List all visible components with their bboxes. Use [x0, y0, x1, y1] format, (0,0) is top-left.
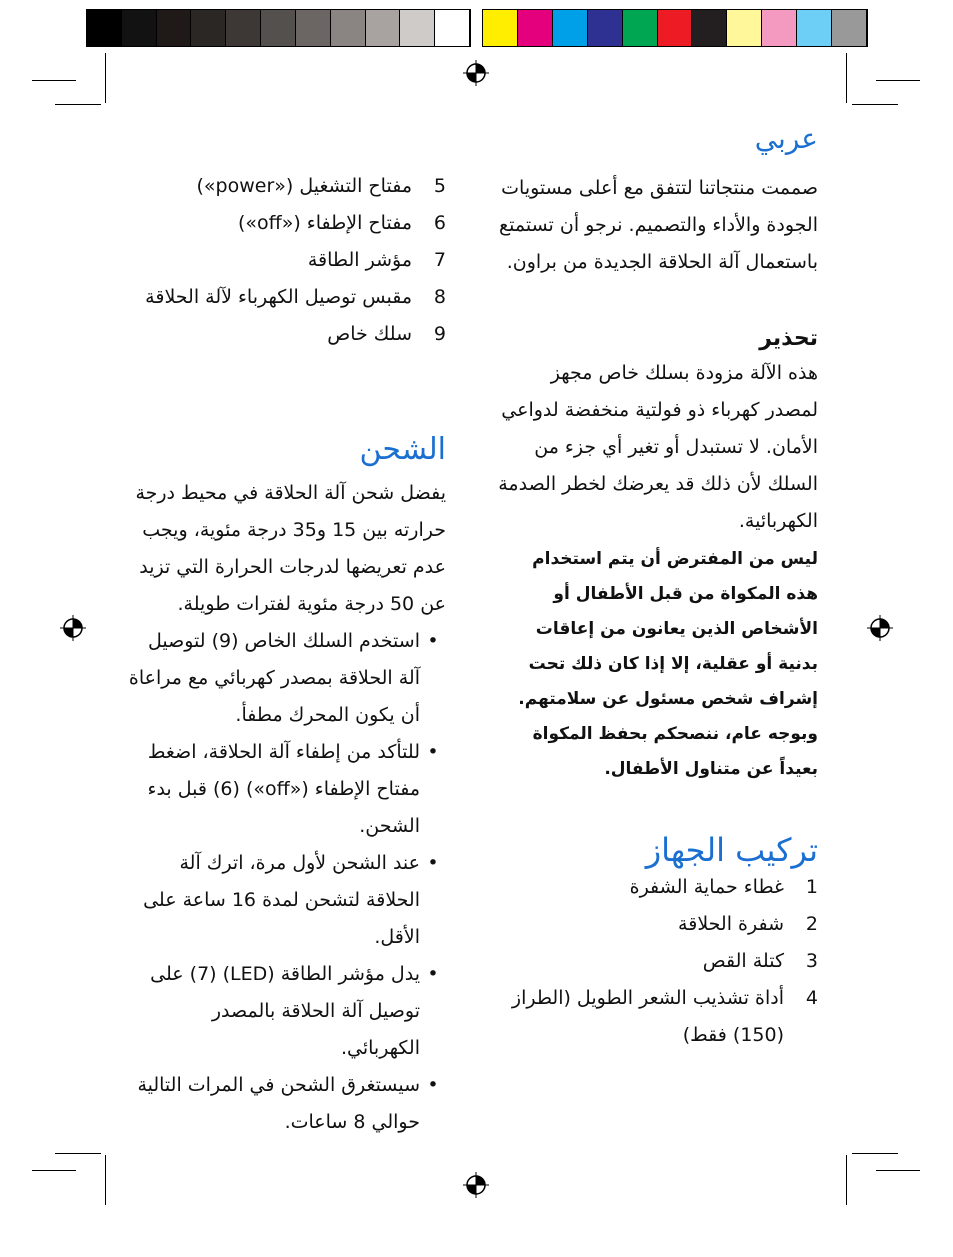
item-number: 7: [433, 249, 446, 271]
warning-bold-paragraph: ليس من المفترض أن يتم استخدام هذه المكواة من قبل الأطفال أو الأشخاص الذين يعانون من إعاقات بدنية أو عقلية، إلا إذا كان ذلك تحت إشراف شخص مسئول عن سلامتهم. وبوجه عام، ننصحكم بحفظ المكواة بعيداً عن متناول الأطفال.: [518, 549, 818, 779]
list-item: [128, 279, 446, 316]
crop-mark: [876, 1170, 920, 1171]
language-heading: عربي: [754, 122, 818, 155]
charging-heading: الشحن: [359, 432, 446, 467]
item-text: كتلة القص: [702, 950, 784, 972]
registration-mark-icon: [60, 615, 86, 641]
list-item: [496, 943, 818, 980]
crop-mark: [105, 53, 106, 103]
color-swatch: [366, 10, 401, 46]
crop-mark: [32, 80, 76, 81]
color-swatch: [157, 10, 192, 46]
bullet-item: [128, 1067, 446, 1141]
warning-paragraph: هذه الآلة مزودة بسلك خاص مجهز لمصدر كهرباء ذو فولتية منخفضة لدواعي الأمان. لا تستبدل أو تغير أي جزء من السلك لأن ذلك قد يعرضك لخطر الصدمة الكهربائية.: [498, 362, 818, 532]
item-text: سلك خاص: [327, 323, 412, 345]
charging-bullets: [128, 623, 446, 1141]
item-text: مقبس توصيل الكهرباء لآلة الحلاقة: [145, 286, 412, 308]
bullet-icon: •: [427, 852, 439, 874]
color-swatch: [727, 10, 762, 46]
crop-mark: [852, 1153, 898, 1154]
bullet-item: [128, 734, 446, 845]
color-swatch: [400, 10, 435, 46]
description-heading: تركيب الجهاز: [645, 831, 818, 869]
right-column: [496, 120, 818, 1054]
bullet-icon: •: [427, 1074, 439, 1096]
crop-mark: [32, 1170, 76, 1171]
item-text: مفتاح الإطفاء («off»): [237, 212, 412, 234]
color-swatch: [692, 10, 727, 46]
item-text: غطاء حماية الشفرة: [629, 876, 784, 898]
color-swatch: [518, 10, 553, 46]
bullet-icon: •: [427, 630, 439, 652]
bullet-text: استخدم السلك الخاص (9) لتوصيل آلة الحلاقة بمصدر كهربائي مع مراعاة أن يكون المحرك مطفأ.: [128, 630, 420, 726]
list-item: [496, 906, 818, 943]
list-item: [496, 869, 818, 906]
color-swatch: [261, 10, 296, 46]
warning-title: تحذير: [759, 326, 818, 351]
color-swatch: [87, 10, 122, 46]
list-item: [128, 242, 446, 279]
crop-mark: [876, 80, 920, 81]
bullet-text: يدل مؤشر الطاقة (LED) (7) على توصيل آلة الحلاقة بالمصدر الكهربائي.: [150, 963, 420, 1059]
list-item: [128, 205, 446, 242]
item-number: 3: [805, 950, 818, 972]
bullet-item: [128, 845, 446, 956]
parts-list-continued: [128, 168, 446, 353]
color-swatch: [797, 10, 832, 46]
item-text: أداة تشذيب الشعر الطويل (الطراز (150) فقط): [511, 987, 784, 1046]
color-swatch: [658, 10, 693, 46]
crop-mark: [852, 104, 898, 105]
item-text: مفتاح التشغيل («power»): [196, 175, 412, 197]
color-swatch: [296, 10, 331, 46]
list-item: [496, 980, 818, 1054]
bullet-text: سيستغرق الشحن في المرات التالية حوالي 8 ساعات.: [137, 1074, 420, 1133]
color-swatch: [623, 10, 658, 46]
charging-paragraph: يفضل شحن آلة الحلاقة في محيط درجة حرارته بين 15 و35 درجة مئوية، ويجب عدم تعريضها لدرجات الحرارة التي تزيد عن 50 درجة مئوية لفترات طويلة.: [135, 482, 446, 615]
color-swatch: [553, 10, 588, 46]
list-item: [128, 316, 446, 353]
item-text: شفرة الحلاقة: [678, 913, 784, 935]
color-swatch: [762, 10, 797, 46]
parts-list: [496, 869, 818, 1054]
left-column: [128, 168, 446, 1141]
list-item: [128, 168, 446, 205]
registration-mark-icon: [867, 615, 893, 641]
bullet-item: [128, 956, 446, 1067]
color-swatch: [483, 10, 518, 46]
crop-mark: [55, 1153, 101, 1154]
registration-mark-icon: [463, 60, 489, 86]
color-swatch: [122, 10, 157, 46]
crop-mark: [105, 1155, 106, 1205]
bullet-icon: •: [427, 741, 439, 763]
item-number: 6: [433, 212, 446, 234]
item-number: 1: [805, 876, 818, 898]
bullet-text: عند الشحن لأول مرة، اترك آلة الحلاقة لتشحن لمدة 16 ساعة على الأقل.: [143, 852, 420, 948]
item-text: مؤشر الطاقة: [307, 249, 412, 271]
color-swatch: [435, 10, 470, 46]
color-bar-process: [482, 9, 868, 47]
intro-paragraph: صممت منتجاتنا لتتفق مع أعلى مستويات الجودة والأداء والتصميم. نرجو أن تستمتع باستعمال آلة الحلاقة الجديدة من براون.: [499, 177, 818, 273]
bullet-text: للتأكد من إطفاء آلة الحلاقة، اضغط مفتاح الإطفاء («off») (6) قبل بدء الشحن.: [147, 741, 420, 837]
crop-mark: [846, 1155, 847, 1205]
item-number: 9: [433, 323, 446, 345]
color-swatch: [226, 10, 261, 46]
color-swatch: [191, 10, 226, 46]
color-swatch: [331, 10, 366, 46]
color-swatch: [588, 10, 623, 46]
item-number: 2: [805, 913, 818, 935]
registration-mark-icon: [463, 1172, 489, 1198]
color-swatch: [832, 10, 867, 46]
item-number: 5: [433, 175, 446, 197]
color-bar-dark: [86, 9, 471, 47]
crop-mark: [55, 104, 101, 105]
crop-mark: [846, 53, 847, 103]
item-number: 8: [433, 286, 446, 308]
item-number: 4: [805, 987, 818, 1009]
bullet-item: [128, 623, 446, 734]
bullet-icon: •: [427, 963, 439, 985]
